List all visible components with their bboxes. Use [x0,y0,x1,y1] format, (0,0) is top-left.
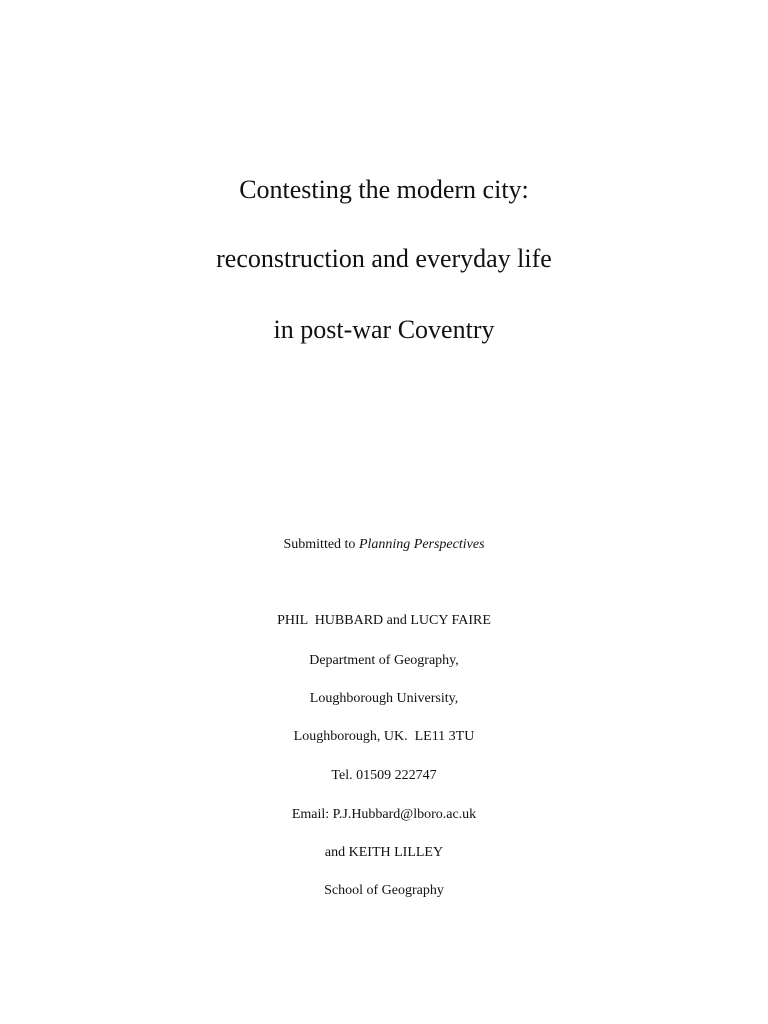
title-line-3: in post-war Coventry [273,315,495,344]
author-address: Loughborough, UK. LE11 3TU [293,729,475,744]
author-names: PHIL HUBBARD and LUCY FAIRE [277,613,491,628]
co-author-school: School of Geography [324,883,444,898]
title-line-2: reconstruction and everyday life [216,244,552,273]
author-university: Loughborough University, [309,691,459,706]
title-line-1: Contesting the modern city: [239,175,529,204]
submission-note [0,535,768,555]
author-department: Department of Geography, [309,653,459,668]
journal-name: Planning Perspectives [358,537,485,552]
author-email: Email: P.J.Hubbard@lboro.ac.uk [291,807,477,822]
co-author-name: and KEITH LILLEY [324,845,444,860]
author-telephone: Tel. 01509 222747 [331,768,437,783]
submission-prefix: Submitted to [283,537,356,552]
